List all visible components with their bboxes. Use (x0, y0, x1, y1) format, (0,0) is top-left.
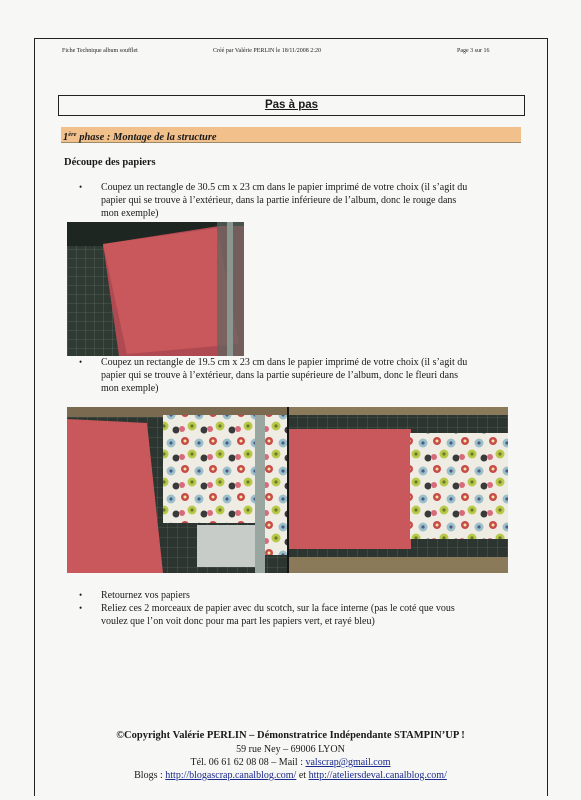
phase-heading (61, 127, 521, 143)
footer-contact (0, 756, 581, 769)
footer-copyright: ©Copyright Valérie PERLIN – Démonstratrice Indépendante STAMPIN’UP ! (116, 730, 465, 741)
list-item (79, 356, 531, 395)
bullet-icon: • (79, 603, 83, 613)
bullet-icon: • (79, 357, 83, 367)
bullet-line: Coupez un rectangle de 30.5 cm x 23 cm dans le papier imprimé de votre choix (il s’agit du (101, 182, 468, 193)
blog-link-2[interactable]: http://ateliersdeval.canalblog.com/ (308, 770, 447, 781)
list-item (79, 181, 531, 220)
step-text: voulez que l’on voit donc pour ma part les papiers vert, et rayé bleu) (101, 616, 375, 627)
phase-ordinal: ère (68, 131, 77, 138)
list-item (79, 602, 531, 628)
blogs-separator: et (296, 770, 309, 781)
section-title: Découpe des papiers (64, 157, 156, 168)
page-title: Pas à pas (58, 95, 525, 116)
phase-label: phase : Montage de la structure (79, 132, 217, 143)
header-doc-title: Fiche Technique album soufflet (62, 48, 138, 54)
list-item (79, 589, 531, 602)
bullet-icon: • (79, 590, 83, 600)
blogs-label: Blogs : (134, 770, 166, 781)
bullet-line: Coupez un rectangle de 19.5 cm x 23 cm dans le papier imprimé de votre choix (il s’agit du (101, 357, 468, 368)
footer-address: 59 rue Ney – 69006 LYON (236, 744, 345, 755)
photo-red-paper-cutting (67, 222, 244, 356)
bullet-line: papier qui se trouve à l’extérieur, dans la partie supérieure de l’album, donc le fleuri dans (101, 370, 458, 381)
bullet-line: papier qui se trouve à l’extérieur, dans la partie inférieure de l’album, donc le rouge dans (101, 195, 457, 206)
email-link[interactable]: valscrap@gmail.com (305, 757, 391, 768)
bullet-icon: • (79, 182, 83, 192)
header-page-number: Page 3 sur 16 (457, 48, 490, 54)
bullet-line: mon exemple) (101, 383, 159, 394)
phone-text: Tél. 06 61 62 08 08 – Mail : (190, 757, 306, 768)
footer-blogs (0, 769, 581, 782)
step-text: Retournez vos papiers (101, 590, 190, 601)
bullet-line: mon exemple) (101, 208, 159, 219)
step-text: Reliez ces 2 morceaux de papier avec du scotch, sur la face interne (pas le coté que vous (101, 603, 455, 614)
photo-two-papers (67, 407, 508, 573)
phase-number: 1 (63, 132, 69, 143)
blog-link-1[interactable]: http://blogascrap.canalblog.com/ (165, 770, 297, 781)
header-author-date: Créé par Valérie PERLIN le 18/11/2008 2:20 (213, 48, 321, 54)
